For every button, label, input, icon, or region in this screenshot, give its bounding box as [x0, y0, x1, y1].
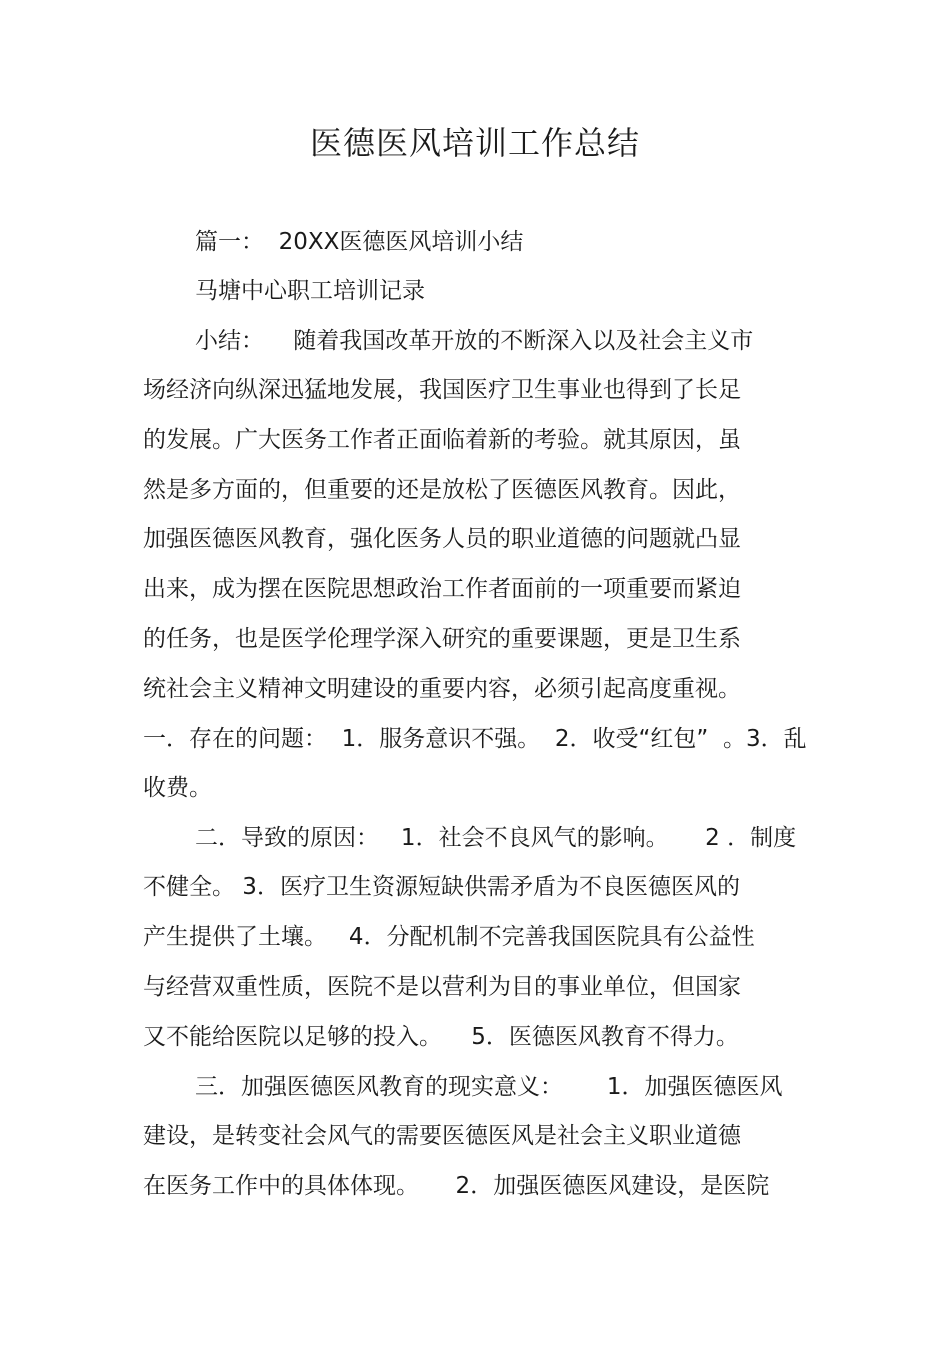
text-line: 二．导致的原因： 1．社会不良风气的影响。 2 ．制度: [195, 825, 797, 851]
text-line: 加强医德医风教育，强化医务人员的职业道德的问题就凸显: [143, 526, 741, 552]
text-line: 在医务工作中的具体体现。 2．加强医德医风建设，是医院: [143, 1173, 770, 1199]
text-line: 建设，是转变社会风气的需要医德医风是社会主义职业道德: [143, 1123, 741, 1149]
document-title: 医德医风培训工作总结: [309, 124, 640, 162]
text-line: 小结： 随着我国改革开放的不断深入以及社会主义市: [195, 328, 754, 354]
text-line: 又不能给医院以足够的投入。 5．医德医风教育不得力。: [143, 1024, 739, 1050]
text-line: 场经济向纵深迅猛地发展，我国医疗卫生事业也得到了长足: [143, 377, 741, 403]
text-line: 三．加强医德医风教育的现实意义： 1．加强医德医风: [195, 1074, 783, 1100]
text-line: 一．存在的问题： 1．服务意识不强。 2．收受“红包” 。3．乱: [143, 726, 807, 752]
text-line: 收费。: [143, 775, 212, 801]
text-line: 篇一： 20XX医德医风培训小结: [195, 229, 524, 255]
text-line: 马塘中心职工培训记录: [195, 278, 425, 304]
text-line: 不健全。 3．医疗卫生资源短缺供需矛盾为不良医德医风的: [143, 874, 740, 900]
text-line: 产生提供了土壤。 4．分配机制不完善我国医院具有公益性: [143, 924, 755, 950]
text-line: 与经营双重性质，医院不是以营利为目的事业单位，但国家: [143, 974, 741, 1000]
text-line: 的发展。广大医务工作者正面临着新的考验。就其原因，虽: [143, 427, 741, 453]
text-line: 然是多方面的，但重要的还是放松了医德医风教育。因此，: [143, 477, 741, 503]
text-line: 的任务，也是医学伦理学深入研究的重要课题，更是卫生系: [143, 626, 741, 652]
text-line: 统社会主义精神文明建设的重要内容，必须引起高度重视。: [143, 676, 741, 702]
text-line: 出来，成为摆在医院思想政治工作者面前的一项重要而紧迫: [143, 576, 741, 602]
